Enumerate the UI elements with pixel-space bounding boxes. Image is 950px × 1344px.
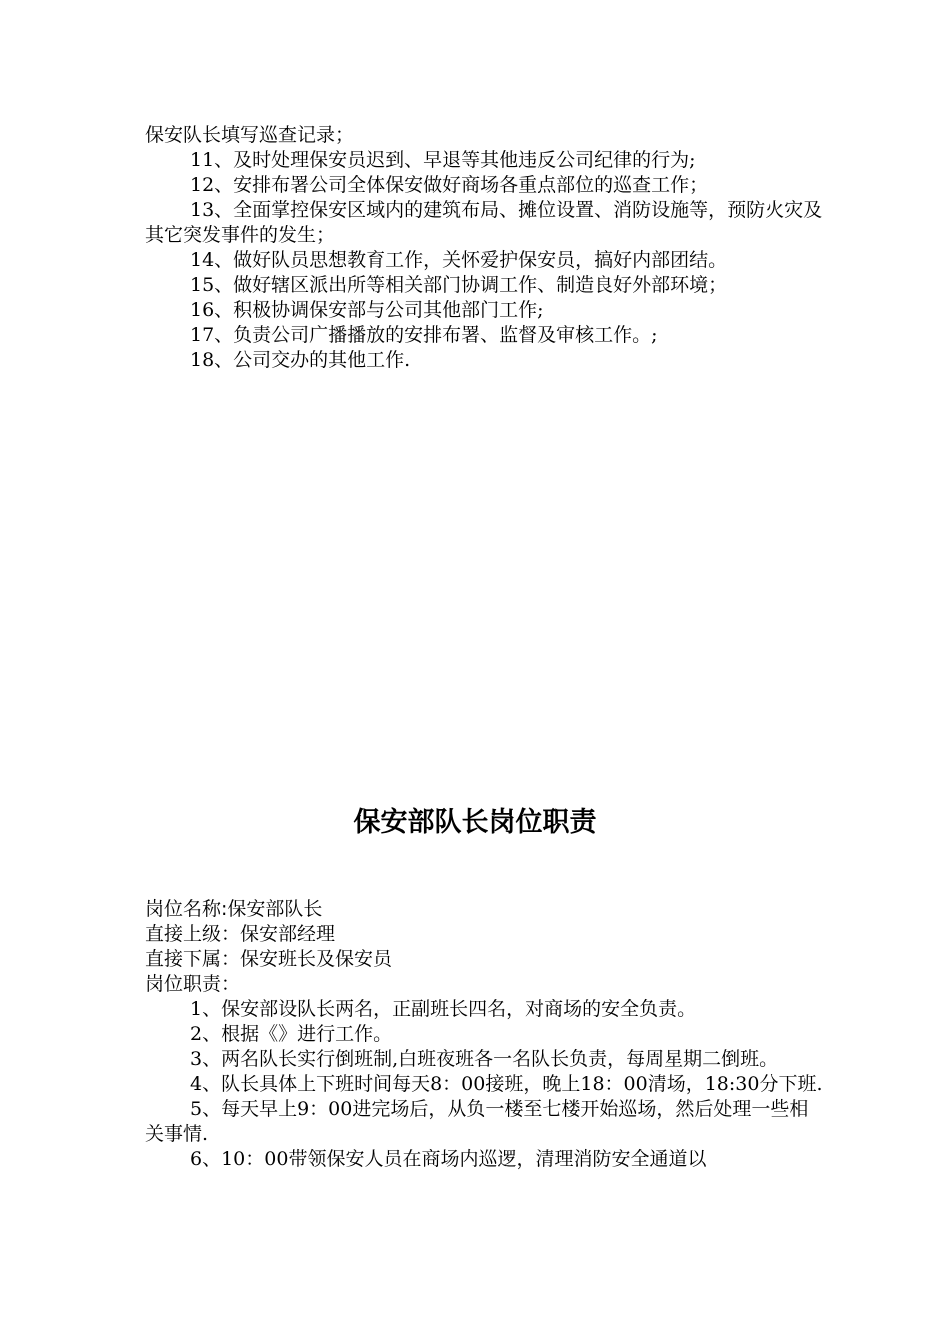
position-info xyxy=(145,897,825,997)
list-item: 1、保安部设队长两名，正副班长四名，对商场的安全负责。 xyxy=(190,998,697,1020)
page-title: 保安部队长岗位职责 xyxy=(353,807,597,838)
list-item: 16、积极协调保安部与公司其他部门工作; xyxy=(190,299,544,321)
list-item: 14、做好队员思想教育工作，关怀爱护保安员，搞好内部团结。 xyxy=(190,249,728,271)
list-item: 6、10：00带领保安人员在商场内巡逻，清理消防安全通道以 xyxy=(190,1148,707,1170)
position-name-field: 岗位名称:保安部队长 xyxy=(145,898,323,920)
list-item: 12、安排布署公司全体保安做好商场各重点部位的巡查工作； xyxy=(190,174,709,196)
direct-superior-field: 直接上级：保安部经理 xyxy=(145,923,336,945)
list-item: 18、公司交办的其他工作. xyxy=(190,349,411,371)
duty-list-continued xyxy=(145,123,825,373)
list-item: 4、队长具体上下班时间每天8：00接班，晚上18：00清场，18:30分下班. xyxy=(190,1073,823,1095)
list-item: 2、根据《》进行工作。 xyxy=(190,1023,393,1045)
direct-subordinate-field: 直接下属：保安班长及保安员 xyxy=(145,948,393,970)
list-item: 17、负责公司广播播放的安排布署、监督及审核工作。; xyxy=(190,324,658,346)
list-item: 13、全面掌控保安区域内的建筑布局、摊位设置、消防设施等，预防火灾及其它突发事件的发生； xyxy=(145,199,823,246)
list-item: 5、每天早上9：00进完场后，从负一楼至七楼开始巡场，然后处理一些相关事情. xyxy=(145,1098,809,1145)
list-item: 15、做好辖区派出所等相关部门协调工作、制造良好外部环境； xyxy=(190,274,728,296)
duty-list xyxy=(145,997,825,1172)
list-item: 保安队长填写巡查记录； xyxy=(145,124,355,146)
list-item: 3、两名队长实行倒班制,白班夜班各一名队长负责，每周星期二倒班。 xyxy=(190,1048,779,1070)
duties-heading: 岗位职责： xyxy=(145,973,241,995)
list-item: 11、及时处理保安员迟到、早退等其他违反公司纪律的行为; xyxy=(190,149,696,171)
